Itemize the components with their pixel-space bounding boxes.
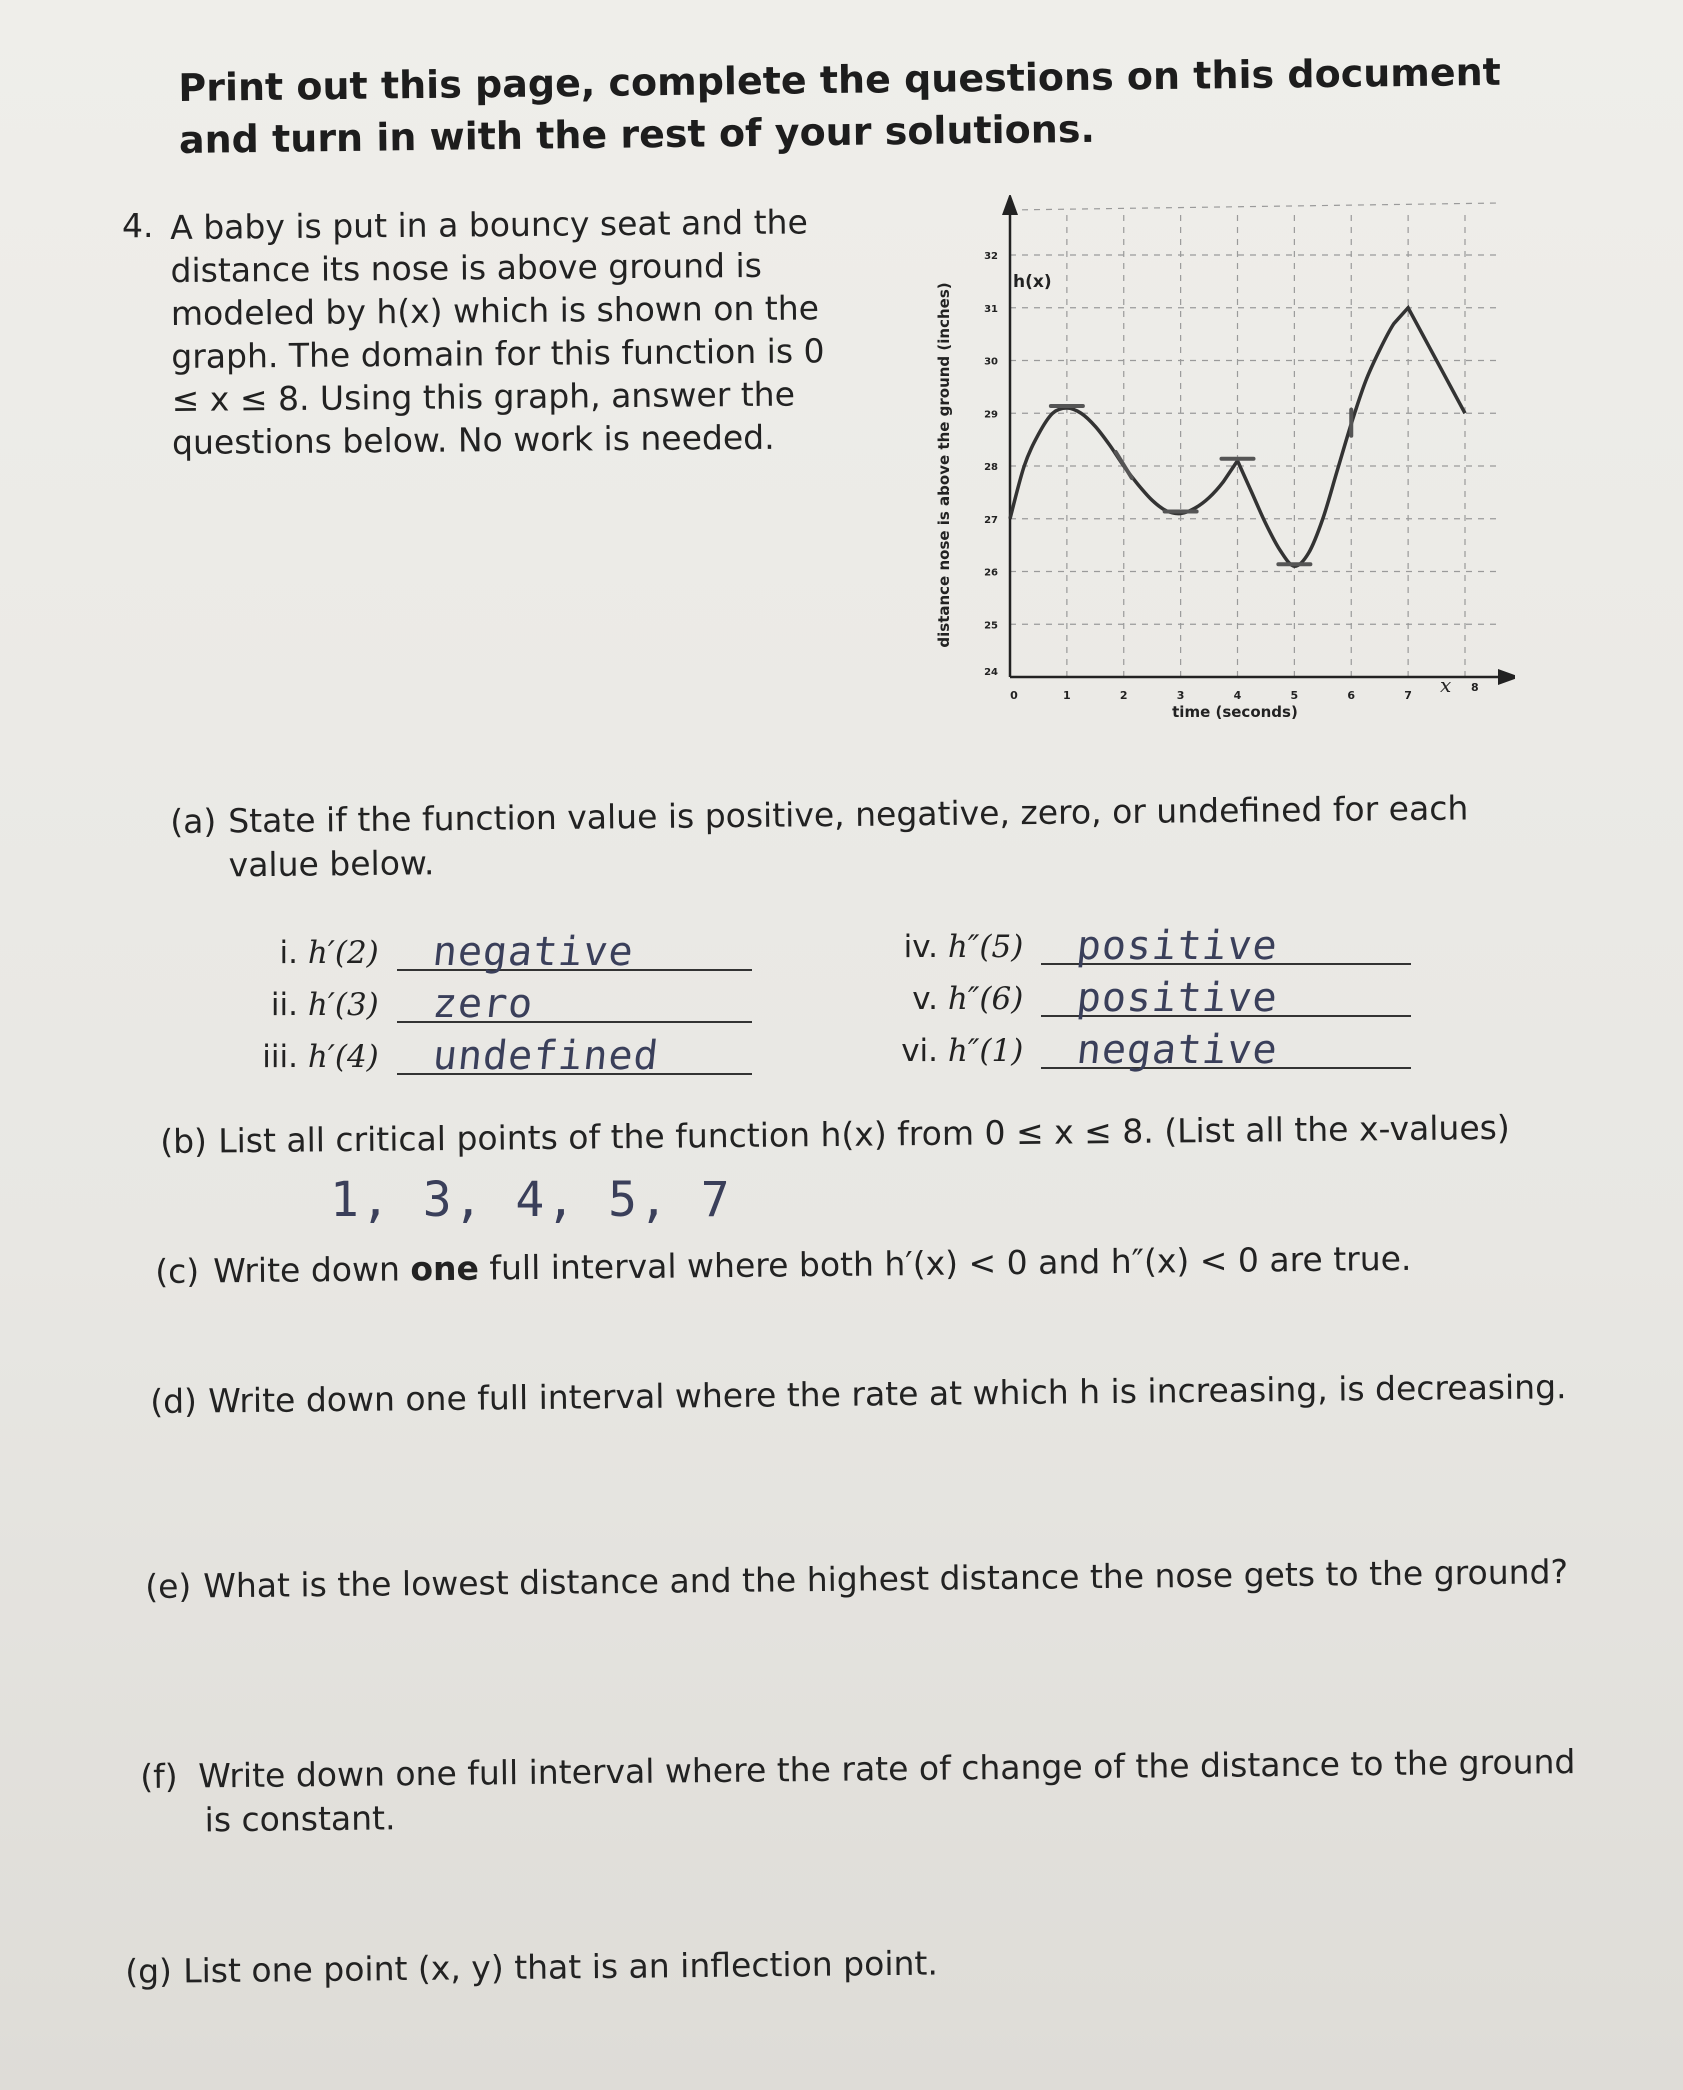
answer-row-4: iv. h″(5) positive (890, 929, 1411, 969)
y-tick-label: 25 (984, 620, 998, 632)
x-tick-label: 2 (1119, 689, 1128, 702)
page-instructions: Print out this page, complete the questions on this document and turn in with the rest of your solutions. (178, 49, 1502, 162)
part-b-text: List all critical points of the function h(x) from 0 ≤ x ≤ 8. (List all the x-values) (218, 1107, 1510, 1161)
answer-row-2: ii. h′(3) zero (250, 987, 752, 1027)
part-d-label: (d) (150, 1381, 198, 1421)
y-axis-arrow (1002, 195, 1018, 215)
part-c: (c) Write down one full interval where both h′(x) < 0 and h″(x) < 0 are true. (155, 1235, 1575, 1294)
part-f-label: (f) (140, 1756, 178, 1796)
y-tick-label: 32 (984, 251, 998, 262)
handwritten-answer: zero (430, 981, 536, 1027)
part-a (170, 785, 1571, 888)
handwritten-answer: positive (1074, 975, 1281, 1021)
part-e-text: What is the lowest distance and the highest distance the nose gets to the ground? (203, 1552, 1569, 1606)
part-f-text-line2: is constant. (204, 1798, 396, 1840)
part-e (145, 1550, 1595, 1609)
x-tick-label: 0 (1010, 689, 1018, 702)
part-a-label: (a) (170, 801, 217, 841)
part-g-label: (g) (125, 1951, 173, 1991)
handwritten-answer: negative (1074, 1027, 1281, 1073)
answer-row-1: i. h′(2) negative (250, 935, 752, 975)
series-label: h(x) (1013, 272, 1052, 292)
x-tick-label: 5 (1290, 689, 1299, 702)
x-tick-label: 1 (1063, 689, 1071, 702)
handwritten-answer: positive (1074, 923, 1281, 969)
handwritten-answer: negative (430, 929, 636, 975)
part-e-label: (e) (145, 1566, 192, 1606)
part-d-text: Write down one full interval where the rate at which h is increasing, is decreasing. (208, 1367, 1567, 1421)
x-tick-label: 4 (1233, 689, 1242, 702)
answer-row-6: vi. h″(1) negative (890, 1033, 1411, 1073)
handwritten-answer: undefined (430, 1033, 661, 1079)
part-c-label: (c) (155, 1251, 200, 1291)
x-axis-label: time (seconds) (1172, 703, 1298, 721)
answer-blank[interactable] (1041, 975, 1411, 1021)
graph-grid (1010, 203, 1500, 677)
part-b (160, 1105, 1580, 1164)
x-tick-label: 3 (1176, 689, 1185, 702)
graph-axes (1002, 195, 1515, 685)
part-f (140, 1739, 1641, 1843)
question-number: 4. (122, 206, 154, 245)
answer-blank[interactable] (397, 1033, 752, 1079)
y-tick-label: 29 (984, 409, 998, 421)
part-b-handwritten-answer: 1, 3, 4, 5, 7 (330, 1172, 732, 1228)
function-graph (935, 195, 1515, 735)
answer-blank[interactable] (397, 929, 752, 975)
x-axis-variable: x (1440, 673, 1452, 697)
part-f-text-line1: Write down one full interval where the rate of change of the distance to the ground (198, 1741, 1576, 1796)
question-text: A baby is put in a bouncy seat and the distance its nose is above ground is modeled by h(x) which is shown on the graph. The domain for this function is 0 ≤ x ≤ 8. Using this graph, answer the questions below. No work is needed. (170, 202, 825, 462)
y-tick-label: 27 (984, 514, 998, 526)
x-tick-label: 6 (1347, 689, 1356, 702)
grid-line-horizontal (1010, 203, 1500, 210)
part-a-answers (250, 923, 1440, 1085)
y-tick-label: 31 (984, 303, 998, 315)
graph-ticks (984, 251, 1479, 702)
y-tick-label: 28 (984, 462, 998, 473)
part-d (150, 1365, 1590, 1424)
answer-row-5: v. h″(6) positive (890, 981, 1411, 1021)
y-axis-label: distance nose is above the ground (inches) (935, 282, 953, 648)
y-tick-label: 24 (984, 667, 998, 678)
part-a-text: State if the function value is positive, negative, zero, or undefined for each value below. (228, 788, 1469, 885)
y-tick-label: 30 (984, 356, 998, 368)
y-tick-label: 26 (984, 567, 998, 579)
part-g-text: List one point (x, y) that is an inflection point. (183, 1943, 939, 1991)
x-tick-label: 8 (1471, 681, 1479, 694)
answer-row-3: iii. h′(4) undefined (250, 1039, 752, 1079)
x-tick-label: 7 (1404, 689, 1412, 702)
part-b-label: (b) (160, 1121, 208, 1161)
part-g (125, 1935, 1525, 1994)
x-axis-arrow (1498, 669, 1515, 685)
